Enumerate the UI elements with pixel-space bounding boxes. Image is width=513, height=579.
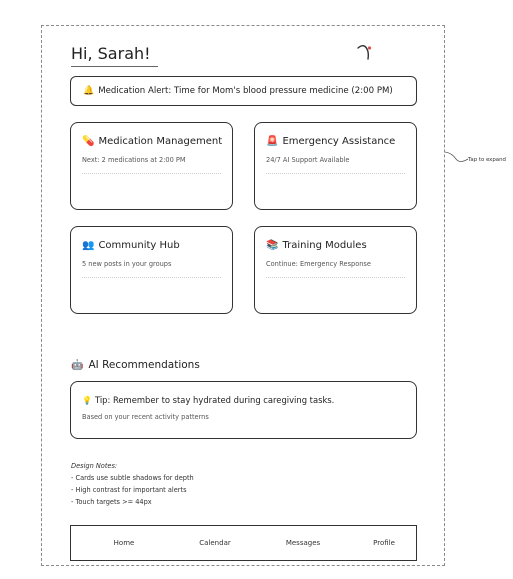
card-title: [82, 240, 180, 251]
logo-icon: [355, 43, 373, 61]
robot-icon: 🤖: [71, 359, 84, 371]
siren-icon: 🚨: [266, 136, 279, 147]
card-training-modules[interactable]: [254, 226, 417, 314]
annotation-arrow: [444, 150, 470, 166]
card-title: [82, 136, 222, 147]
ai-tip: [82, 395, 334, 405]
card-title-text: Training Modules: [282, 240, 367, 251]
design-note-item: - Touch targets >= 44px: [71, 498, 152, 506]
card-title: [266, 136, 395, 147]
ai-recommendations-heading: [71, 359, 200, 371]
card-divider: [266, 277, 405, 278]
design-note-item: - Cards use subtle shadows for depth: [71, 474, 194, 482]
greeting-heading: Hi, Sarah!: [71, 44, 151, 63]
medication-alert-text: Medication Alert: Time for Mom's blood pressure medicine (2:00 PM): [98, 86, 393, 96]
bell-icon: 🔔: [83, 86, 95, 96]
nav-home[interactable]: Home: [113, 539, 135, 547]
pill-icon: 💊: [82, 136, 95, 147]
nav-calendar[interactable]: Calendar: [199, 539, 231, 547]
ai-heading-text: AI Recommendations: [88, 359, 200, 371]
card-medication-management[interactable]: [70, 122, 233, 210]
ai-recommendation-card[interactable]: [70, 381, 417, 439]
card-subtitle: Continue: Emergency Response: [266, 260, 371, 268]
nav-messages[interactable]: Messages: [285, 539, 321, 547]
books-icon: 📚: [266, 240, 279, 251]
tap-to-expand-note: Tap to expand: [468, 157, 506, 163]
card-subtitle: Next: 2 medications at 2:00 PM: [82, 156, 186, 164]
card-divider: [82, 277, 221, 278]
card-community-hub[interactable]: [70, 226, 233, 314]
nav-profile[interactable]: Profile: [373, 539, 395, 547]
card-title-text: Emergency Assistance: [282, 136, 396, 147]
card-title-text: Medication Management: [98, 136, 223, 147]
design-notes-title: Design Notes:: [71, 462, 118, 470]
card-title-text: Community Hub: [98, 240, 180, 251]
design-notes: [71, 460, 194, 508]
card-divider: [82, 173, 221, 174]
people-icon: 👥: [82, 240, 95, 251]
greeting-underline: [71, 66, 158, 67]
lightbulb-icon: 💡: [82, 395, 92, 405]
design-note-item: - High contrast for important alerts: [71, 486, 187, 494]
medication-alert[interactable]: [70, 76, 417, 106]
card-emergency-assistance[interactable]: [254, 122, 417, 210]
ai-tip-text: Tip: Remember to stay hydrated during caregiving tasks.: [94, 395, 335, 405]
card-title: [266, 240, 367, 251]
card-subtitle: 5 new posts in your groups: [82, 260, 172, 268]
card-subtitle: 24/7 AI Support Available: [266, 156, 350, 164]
ai-basis-text: Based on your recent activity patterns: [82, 413, 209, 421]
card-divider: [266, 173, 405, 174]
bottom-navigation: [70, 525, 417, 561]
